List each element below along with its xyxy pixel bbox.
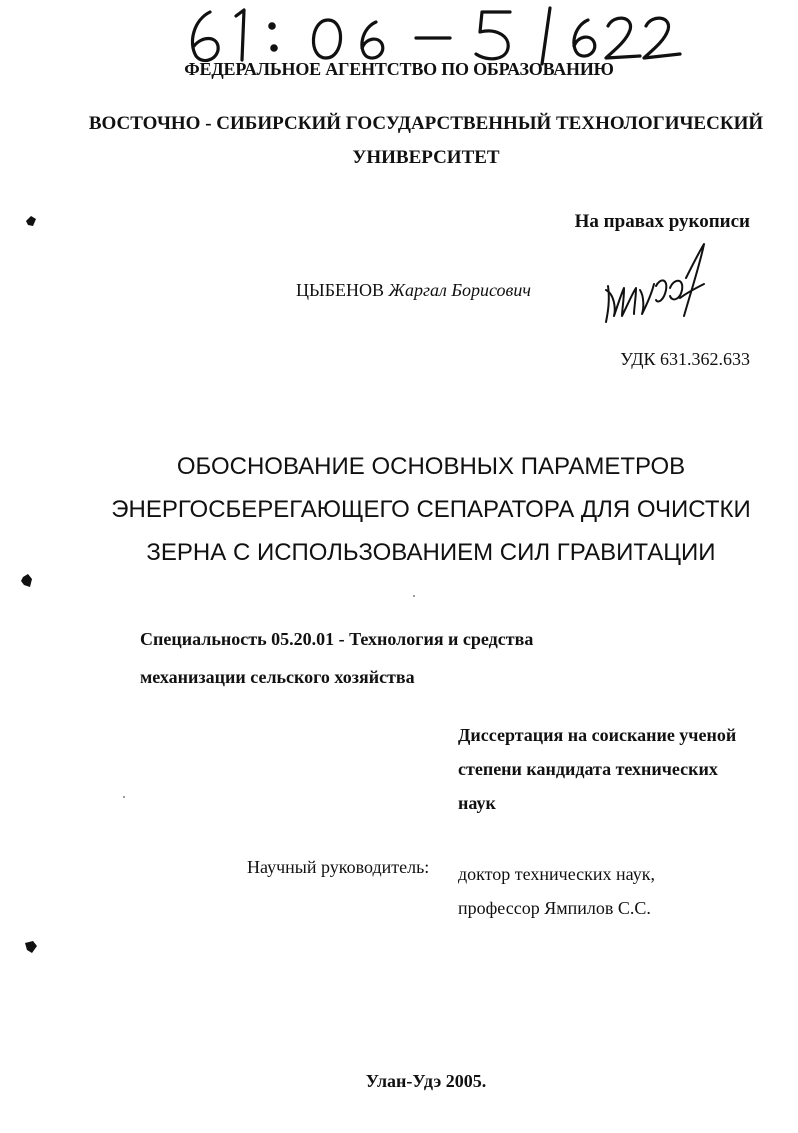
thesis-title	[0, 445, 798, 574]
agency-name: ФЕДЕРАЛЬНОЕ АГЕНТСТВО ПО ОБРАЗОВАНИЮ	[184, 59, 614, 79]
city-year: Улан-Удэ 2005.	[365, 1071, 487, 1091]
thesis-line-3: наук	[458, 793, 496, 813]
udc-code: УДК 631.362.633	[620, 349, 750, 369]
title-line-1: ОБОСНОВАНИЕ ОСНОВНЫХ ПАРАМЕТРОВ	[176, 453, 686, 480]
manuscript-rights: На правах рукописи	[574, 211, 750, 232]
title-line-2: ЭНЕРГОСБЕРЕГАЮЩЕГО СЕПАРАТОРА ДЛЯ ОЧИСТКИ	[111, 496, 751, 523]
author-signature	[600, 238, 710, 328]
adviser-details	[458, 857, 655, 925]
scan-speck-1	[412, 594, 416, 598]
thesis-degree	[458, 718, 736, 820]
scan-mark-1	[24, 214, 38, 228]
scan-speck-2	[122, 795, 126, 799]
university-line-2: УНИВЕРСИТЕТ	[352, 147, 500, 168]
thesis-line-1: Диссертация на соискание ученой	[458, 725, 737, 745]
scan-mark-3	[24, 940, 38, 954]
title-line-3: ЗЕРНА С ИСПОЛЬЗОВАНИЕМ СИЛ ГРАВИТАЦИИ	[146, 539, 716, 566]
specialty-line-1: Специальность 05.20.01 - Технология и средства	[140, 629, 534, 649]
author-name	[296, 280, 531, 301]
specialty-line-2: механизации сельского хозяйства	[140, 667, 415, 687]
specialty	[140, 620, 533, 696]
author-given-names: Жаргал Борисович	[388, 280, 531, 300]
university-line-1: ВОСТОЧНО - СИБИРСКИЙ ГОСУДАРСТВЕННЫЙ ТЕХНОЛОГИЧЕСКИЙ	[88, 113, 764, 134]
adviser-label: Научный руководитель:	[247, 857, 430, 877]
adviser-line-1: доктор технических наук,	[458, 864, 655, 884]
adviser-line-2: профессор Ямпилов С.С.	[458, 898, 651, 918]
thesis-line-2: степени кандидата технических	[458, 759, 718, 779]
scan-mark-2	[20, 573, 34, 589]
author-surname: ЦЫБЕНОВ	[296, 280, 385, 300]
university-name	[0, 107, 798, 175]
